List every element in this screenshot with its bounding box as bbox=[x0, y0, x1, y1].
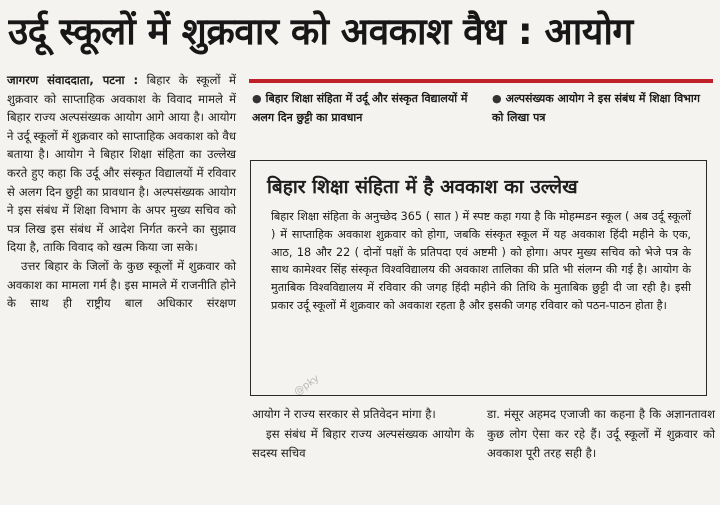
highlights-divider bbox=[249, 79, 713, 83]
left-paragraph-1 bbox=[7, 71, 236, 257]
bullet-icon: ● bbox=[252, 92, 262, 105]
box-body: बिहार शिक्षा संहिता के अनुच्छेद 365 ( सात ) में स्पष्ट कहा गया है कि मोहम्मडन स्कूल ( अब उर्दू स्कूलों ) में साप्ताहिक अवकाश शुक्रवार को होगा, जबकि संस्कृत स्कूल में यह अवकाश हिंदी महीने के एक, आठ, 18 और 22 ( दोनों पक्षों के प्रतिपदा एवं अष्टमी ) को होगा। अपर मुख्य सचिव को भेजे पत्र के साथ कामेश्वर सिंह संस्कृत विश्वविद्यालय की अवकाश तालिका की प्रति भी संलग्न की गई है। आयोग के मुताबिक विश्वविद्यालय में रविवार की जगह हिंदी महीने की तिथि के मुताबिक छुट्टी दी जा रही है। इसी प्रकार उर्दू स्कूलों में शुक्रवार को अवकाश रहता है और इसकी जगह रविवार को पठन-पाठन होता है। bbox=[271, 210, 691, 312]
bottom-paragraph: आयोग ने राज्य सरकार से प्रतिवेदन मांगा है। bbox=[252, 407, 436, 421]
left-paragraph-1-text: बिहार के स्कूलों में शुक्रवार को साप्ताहिक अवकाश के विवाद मामले में बिहार राज्य अल्पसंख्यक आयोग आगे आया है। आयोग ने उर्दू स्कूलों में शुक्रवार को साप्ताहिक अवकाश को वैध बताया है। आयोग ने बिहार शिक्षा संहिता का उल्लेख करते हुए कहा कि उर्दू और संस्कृत विद्यालयों में रविवार से अलग दिन छुट्टी का प्रावधान है। अल्पसंख्यक आयोग ने इस संबंध में शिक्षा विभाग के अपर मुख्य सचिव को पत्र लिख इस संबंध में आदेश निर्गत करने का सुझाव दिया है, ताकि विवाद को खत्म किया जा सके। bbox=[7, 73, 236, 255]
box-title: बिहार शिक्षा संहिता में है अवकाश का उल्लेख bbox=[267, 176, 578, 198]
left-article-column bbox=[7, 71, 236, 313]
highlight-text: अल्पसंख्यक आयोग ने इस संबंध में शिक्षा विभाग को लिखा पत्र bbox=[492, 92, 700, 124]
sidebar-box bbox=[250, 160, 707, 396]
headline: उर्दू स्कूलों में शुक्रवार को अवकाश वैध : आयोग bbox=[8, 10, 633, 53]
bullet-icon: ● bbox=[492, 92, 502, 105]
bottom-column-1 bbox=[252, 405, 474, 464]
highlight-text: बिहार शिक्षा संहिता में उर्दू और संस्कृत विद्यालयों में अलग दिन छुट्टी का प्रावधान bbox=[252, 92, 468, 124]
highlight-item bbox=[492, 89, 714, 127]
highlight-item bbox=[252, 89, 480, 127]
bottom-column-2 bbox=[487, 405, 715, 464]
bottom-paragraph: इस संबंध में बिहार राज्य अल्पसंख्यक आयोग के सदस्य सचिव bbox=[252, 426, 474, 460]
dateline: जागरण संवाददाता, पटना : bbox=[7, 73, 139, 87]
left-paragraph-2: उत्तर बिहार के जिलों के कुछ स्कूलों में शुक्रवार को अवकाश का मामला गर्म है। इस मामले में राजनीति होने के साथ ही राष्ट्रीय बाल अधिकार संरक्षण bbox=[7, 258, 236, 311]
bottom-paragraph: डा. मंसूर अहमद एजाजी का कहना है कि अज्ञानतावश कुछ लोग ऐसा कर रहे हैं। उर्दू स्कूलों में शुक्रवार को अवकाश पूरी तरह सही है। bbox=[487, 407, 715, 460]
watermark: @pky bbox=[292, 373, 322, 398]
